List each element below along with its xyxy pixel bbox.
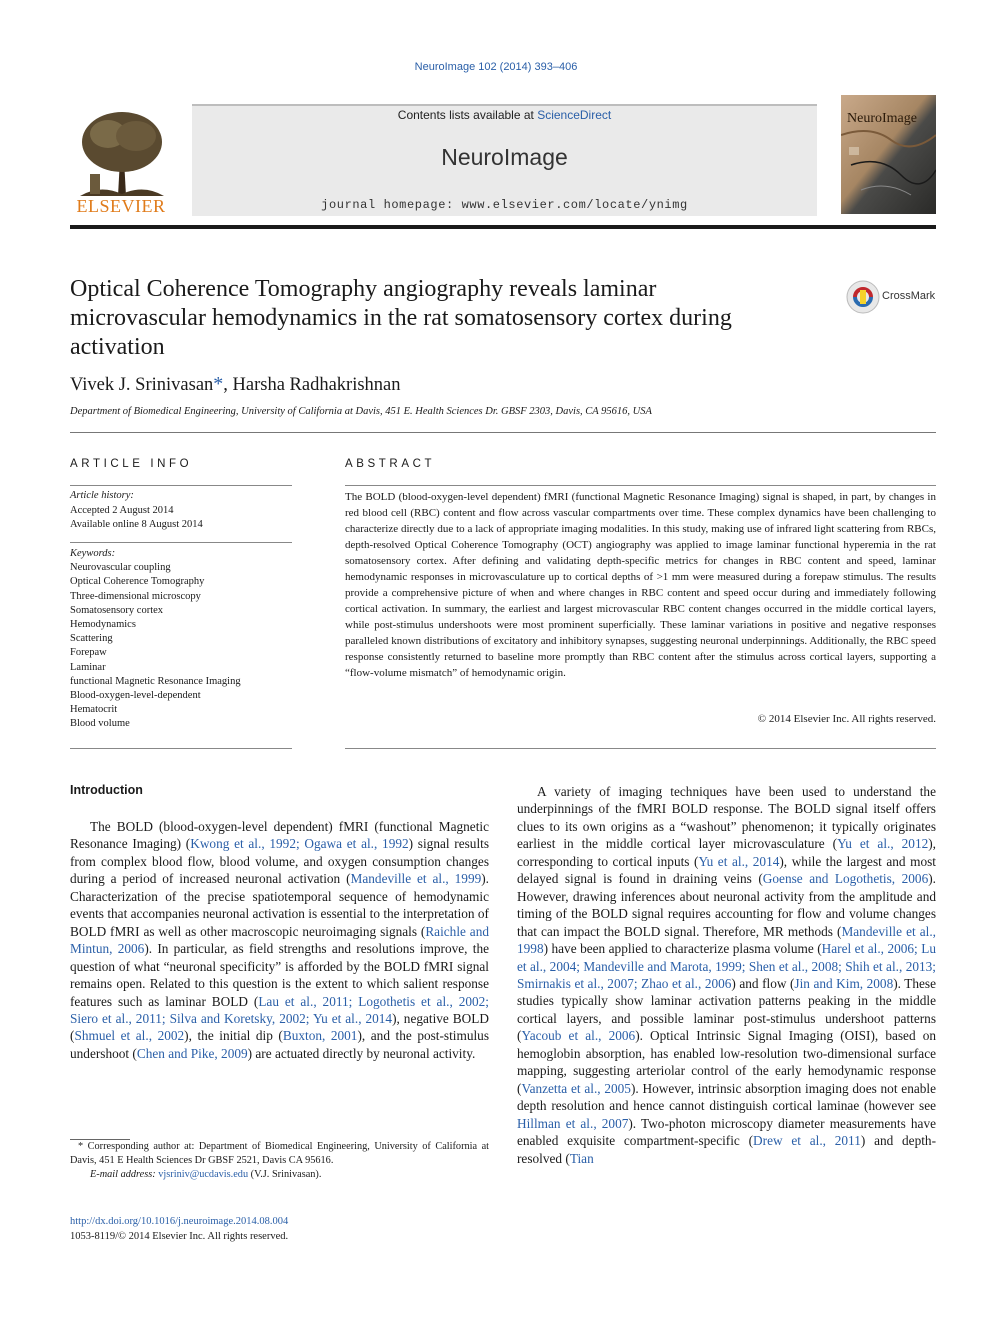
- body-text: ), the initial dip (: [184, 1028, 283, 1044]
- body-text: ). However, intrinsic absorption imaging does not enable depth resolution and hence cannot distinguish cortical laminae (however see: [517, 1080, 936, 1114]
- citation-link[interactable]: Yu et al., 2012: [837, 836, 929, 852]
- body-text: ). Two-photon microscopy diameter measurements have enabled exquisite compartment-specific (: [517, 1115, 936, 1149]
- citation-link[interactable]: Harel et al., 2006; Lu et al., 2004; Mandeville and Marota, 1999; Shen et al., 2008; Shih et al., 2013; Smirnakis et al., 2007; Zhao et al., 2006: [517, 941, 936, 991]
- elsevier-wordmark: ELSEVIER: [76, 196, 166, 216]
- citation-link[interactable]: Hillman et al., 2007: [517, 1115, 629, 1131]
- email-link[interactable]: vjsriniv@ucdavis.edu: [158, 1169, 249, 1181]
- citation-link[interactable]: Raichle and Mintun, 2006: [70, 923, 489, 957]
- body-text: ). Characterization of the precise spatiotemporal sequence of hemodynamic events that accompanies neuronal activation is essential to the interpretation of BOLD fMRI as well as other macroscopic neuroimaging signals (: [70, 871, 490, 939]
- intro-paragraph-1: [70, 818, 489, 1062]
- divider: [345, 485, 936, 486]
- accepted-date: Accepted 2 August 2014: [70, 504, 174, 516]
- email-label: E-mail address:: [90, 1169, 159, 1181]
- body-text: ) and flow (: [731, 975, 795, 991]
- author-2[interactable]: Harsha Radhakrishnan: [232, 375, 401, 395]
- crossmark-button[interactable]: [846, 280, 941, 316]
- body-text: ). Optical Intrinsic Signal Imaging (OISI), based on hemoglobin absorption, has enabled low-resolution two-dimensional surface mapping, suggesting arteriolar control of the early hemodynamic response (: [517, 1028, 936, 1096]
- body-text: ). In particular, as field strengths and resolutions improve, the question of what “neuronal specificity” is afforded by the BOLD fMRI signal remains open. Related to this question is the extent to which salient response features such as laminar BOLD (: [70, 941, 489, 1009]
- body-text: ) and depth-resolved (: [517, 1133, 937, 1166]
- keyword: Somatosensory cortex: [70, 604, 164, 616]
- citation-link[interactable]: Tian: [569, 1150, 594, 1166]
- body-text: ), and the post-stimulus undershoot (: [70, 1028, 489, 1061]
- elsevier-logo: [70, 104, 172, 216]
- citation-link[interactable]: Buxton, 2001: [282, 1028, 358, 1044]
- citation-link[interactable]: Shmuel et al., 2002: [74, 1028, 185, 1044]
- header-rule: [70, 225, 936, 229]
- journal-citation-link[interactable]: NeuroImage 102 (2014) 393–406: [414, 61, 578, 73]
- keywords-label: Keywords:: [70, 548, 116, 559]
- divider: [70, 748, 292, 749]
- intro-paragraph-2: [517, 783, 936, 1167]
- cover-title: NeuroImage: [847, 111, 917, 126]
- author-list: [70, 373, 401, 396]
- journal-banner: [192, 104, 817, 216]
- divider: [70, 542, 292, 543]
- article-info-heading: ARTICLE INFO: [70, 458, 193, 470]
- issn-copyright: 1053-8119/© 2014 Elsevier Inc. All rights reserved.: [70, 1230, 289, 1242]
- divider: [70, 485, 292, 486]
- footnote-mark: *: [78, 1141, 84, 1152]
- keyword: Blood-oxygen-level-dependent: [70, 690, 201, 702]
- keyword: Hematocrit: [70, 704, 118, 716]
- body-text: ), while the largest and most delayed signal is found in draining veins (: [517, 853, 936, 887]
- divider: [345, 748, 936, 749]
- journal-name: NeuroImage: [441, 144, 568, 170]
- citation-link[interactable]: Goense and Logothetis, 2006: [762, 871, 929, 887]
- citation-link[interactable]: Mandeville et al., 1998: [517, 923, 936, 957]
- contents-prefix: Contents lists available at: [397, 108, 538, 122]
- history-label: Article history:: [70, 490, 134, 501]
- section-heading-introduction: Introduction: [70, 783, 143, 797]
- contents-line: [192, 108, 817, 122]
- crossmark-label: CrossMark: [882, 290, 936, 302]
- abstract-text: The BOLD (blood-oxygen-level dependent) fMRI (functional Magnetic Resonance Imaging) signal is shaped, in part, by changes in red blood cell (RBC) content and flow across vascular compartments over time. These complex dynamics have been challenging to characterize directly due to a lack of appropriate imaging modalities. In this study, making use of infrared light scattering from RBCs, depth-resolved Optical Coherence Tomography (OCT) angiography was applied to image laminar functional hyperemia in the rat somatosensory cortex. After defining and validating depth-specific metrics for changes in RBC content and speed, laminar hemodynamic responses in microvasculature up to cortical depths of >1 mm were measured during a forepaw stimulus. The results provide a comprehensive picture of when and where changes in RBC content and speed occur during and immediately following cortical activation. In summary, the earliest and largest microvascular RBC content changes occurred in the middle cortical layers, while post-stimulus undershoots were most prominent superficially. These laminar variations in positive and negative responses paralleled known distributions of excitatory and inhibitory synapses, suggesting neuronal underpinnings. Additionally, the RBC speed response consistently returned to baseline more promptly than RBC content after the stimulus across cortical layers, supporting a “flow-volume mismatch” of hemodynamic origin.: [345, 491, 936, 679]
- sciencedirect-link[interactable]: ScienceDirect: [537, 108, 612, 122]
- body-text: ). However, drawing inferences about neuronal activity from the amplitude and timing of the BOLD signal requires accounting for flow and volume changes that can impact the BOLD signal. Therefore, MR methods (: [517, 871, 936, 939]
- citation-link[interactable]: Yu et al., 2014: [698, 853, 780, 869]
- body-column-left: [70, 818, 489, 1062]
- citation-link[interactable]: Kwong et al., 1992; Ogawa et al., 1992: [190, 836, 409, 852]
- keyword: Optical Coherence Tomography: [70, 576, 205, 588]
- keyword: Neurovascular coupling: [70, 562, 171, 574]
- citation-link[interactable]: Lau et al., 2011; Logothetis et al., 2002; Siero et al., 2011; Silva and Koretsky, 2002; Yu et al., 2014: [70, 993, 489, 1026]
- keyword: Laminar: [70, 661, 106, 673]
- crossmark-icon: [846, 280, 880, 314]
- author-1[interactable]: Vivek J. Srinivasan: [70, 375, 214, 395]
- citation-link[interactable]: Mandeville et al., 1999: [350, 871, 482, 887]
- citation-link[interactable]: Yacoub et al., 2006: [521, 1028, 636, 1044]
- corresponding-author-mark[interactable]: *: [213, 373, 224, 395]
- article-title: Optical Coherence Tomography angiography reveals laminar microvascular hemodynamics in the rat somatosensory cortex during activation: [70, 276, 732, 360]
- body-text: ) are actuated directly by neuronal activity.: [247, 1045, 476, 1061]
- keyword: functional Magnetic Resonance Imaging: [70, 675, 241, 687]
- body-text: ). These studies typically show laminar activation patterns peaking in the middle cortical layers, and possible laminar post-stimulus undershoot patterns (: [517, 975, 937, 1044]
- body-text: A variety of imaging techniques have been used to understand the underpinnings of the fMRI BOLD response. The BOLD signal itself offers clues to its own origins as a “washout” phenomenon; it typically originates earliest in the middle cortical layer microvasculature (: [517, 784, 936, 852]
- keywords: [70, 547, 241, 732]
- footnote: [70, 1140, 489, 1183]
- keyword: Hemodynamics: [70, 619, 136, 631]
- journal-homepage[interactable]: journal homepage: www.elsevier.com/locate/ynimg: [321, 198, 688, 212]
- body-text: The BOLD (blood-oxygen-level dependent) fMRI (functional Magnetic Resonance Imaging) (: [70, 819, 489, 852]
- body-text: ), corresponding to cortical inputs (: [517, 836, 937, 869]
- body-text: ) have been applied to characterize plasma volume (: [543, 941, 822, 957]
- citation-link[interactable]: Jin and Kim, 2008: [794, 975, 894, 991]
- doi-block: [70, 1215, 288, 1244]
- abstract-heading: ABSTRACT: [345, 458, 436, 470]
- body-text: ) signal results from complex blood flow, blood volume, and oxygen consumption changes during a period of increased neuronal activation (: [70, 836, 490, 887]
- citation-link[interactable]: Drew et al., 2011: [753, 1133, 861, 1149]
- body-column-right: [517, 783, 936, 1167]
- article-history: [70, 489, 203, 533]
- affiliation: Department of Biomedical Engineering, University of California at Davis, 451 E. Health Sciences Dr. GBSF 2303, Davis, CA 95616, USA: [70, 406, 652, 417]
- author-separator: ,: [223, 375, 233, 395]
- keyword: Three-dimensional microscopy: [70, 590, 201, 602]
- doi-link[interactable]: http://dx.doi.org/10.1016/j.neuroimage.2014.08.004: [70, 1216, 289, 1227]
- keyword: Blood volume: [70, 718, 130, 730]
- online-date: Available online 8 August 2014: [70, 519, 203, 530]
- email-suffix: (V.J. Srinivasan).: [248, 1169, 322, 1181]
- citation-link[interactable]: Vanzetta et al., 2005: [521, 1080, 631, 1096]
- keyword: Forepaw: [70, 647, 107, 659]
- keyword: Scattering: [70, 633, 113, 645]
- body-text: ), negative BOLD (: [70, 1010, 489, 1044]
- divider: [70, 432, 936, 433]
- abstract-copyright: © 2014 Elsevier Inc. All rights reserved.: [757, 713, 936, 725]
- footnote-text: Corresponding author at: Department of Biomedical Engineering, University of California at Davis, 451 E Health Sciences Dr GBSF 2521, Davis CA 95616.: [70, 1141, 489, 1167]
- journal-cover-image: [841, 95, 936, 214]
- citation-link[interactable]: Chen and Pike, 2009: [136, 1045, 248, 1061]
